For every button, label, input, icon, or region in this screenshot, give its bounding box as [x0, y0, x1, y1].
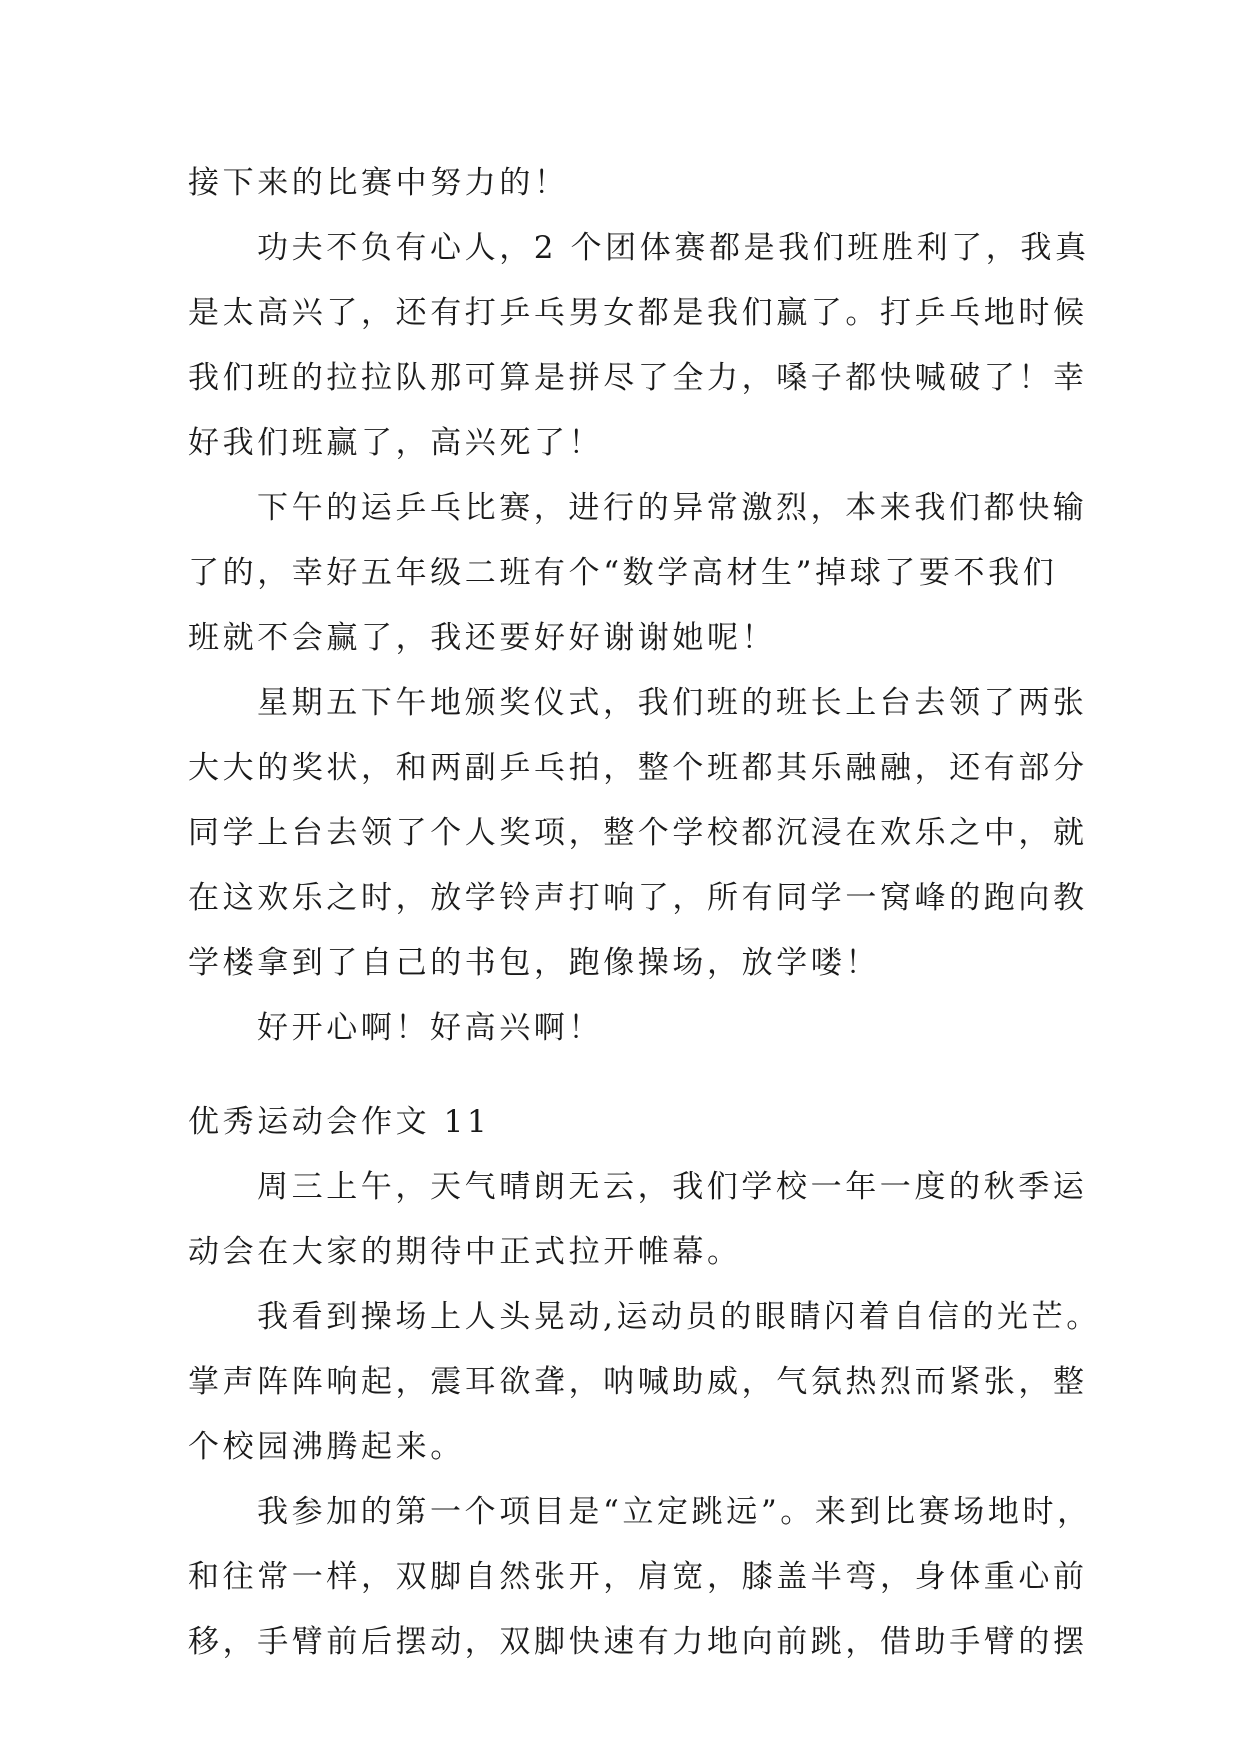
paragraph-line: 大大的奖状，和两副乒乓拍，整个班都其乐融融，还有部分	[188, 750, 1088, 786]
paragraph-line: 个校园沸腾起来。	[188, 1429, 465, 1465]
paragraph-line: 我看到操场上人头晃动,运动员的眼睛闪着自信的光芒。	[257, 1299, 1101, 1335]
paragraph-line: 移，手臂前后摆动，双脚快速有力地向前跳，借助手臂的摆	[188, 1624, 1088, 1660]
paragraph-line: 学楼拿到了自己的书包，跑像操场，放学喽！	[188, 945, 880, 981]
paragraph-line: 好开心啊！好高兴啊！	[257, 1010, 603, 1046]
paragraph-line: 周三上午，天气晴朗无云，我们学校一年一度的秋季运	[257, 1169, 1088, 1205]
paragraph-line: 是太高兴了，还有打乒乓男女都是我们赢了。打乒乓地时候	[188, 295, 1088, 331]
paragraph-line: 我们班的拉拉队那可算是拼尽了全力，嗓子都快喊破了！幸	[188, 360, 1088, 396]
paragraph-line: 和往常一样，双脚自然张开，肩宽，膝盖半弯，身体重心前	[188, 1559, 1088, 1595]
paragraph-line: 在这欢乐之时，放学铃声打响了，所有同学一窝峰的跑向教	[188, 880, 1088, 916]
paragraph-line: 好我们班赢了，高兴死了！	[188, 425, 604, 461]
paragraph-line: 功夫不负有心人，2 个团体赛都是我们班胜利了，我真	[257, 230, 1090, 266]
paragraph-line: 动会在大家的期待中正式拉开帷幕。	[188, 1234, 742, 1270]
section-title: 优秀运动会作文 11	[188, 1104, 491, 1140]
paragraph-line: 星期五下午地颁奖仪式，我们班的班长上台去领了两张	[257, 685, 1088, 721]
paragraph-line: 掌声阵阵响起，震耳欲聋，呐喊助威，气氛热烈而紧张，整	[188, 1364, 1088, 1400]
paragraph-line: 接下来的比赛中努力的！	[188, 165, 569, 201]
paragraph-line: 同学上台去领了个人奖项，整个学校都沉浸在欢乐之中，就	[188, 815, 1088, 851]
paragraph-line: 班就不会赢了，我还要好好谢谢她呢！	[188, 620, 777, 656]
paragraph-line: 了的，幸好五年级二班有个“数学高材生”掉球了要不我们	[188, 555, 1058, 591]
paragraph-line: 下午的运乒乓比赛，进行的异常激烈，本来我们都快输	[257, 490, 1088, 526]
paragraph-line: 我参加的第一个项目是“立定跳远”。来到比赛场地时，	[257, 1494, 1092, 1530]
